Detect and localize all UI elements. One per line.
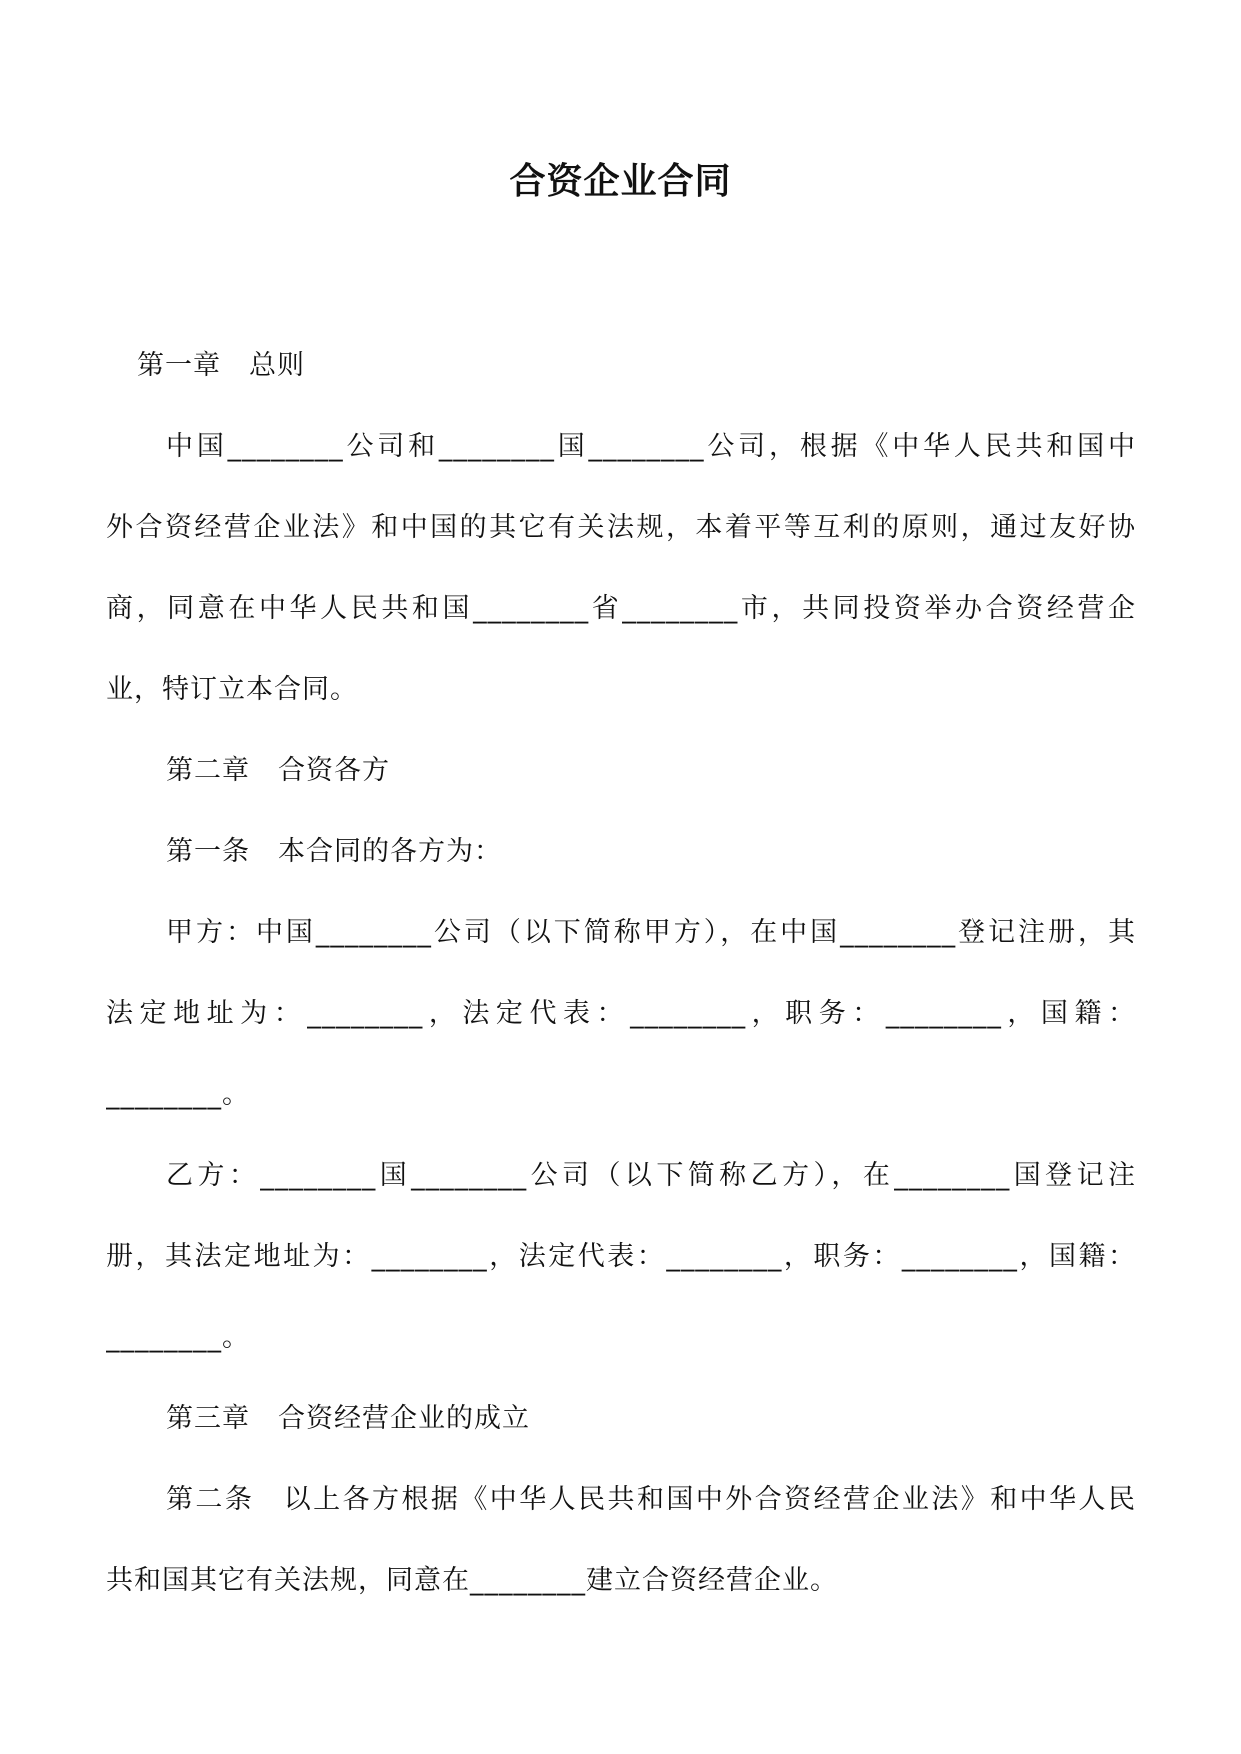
party-a-line: 法定地址为：________，法定代表：________，职务：________，国籍： [106,998,1136,1029]
paragraph-line: 中国________公司和________国________公司，根据《中华人民共和国中 [166,431,1136,462]
party-a-line: ________。 [106,1079,250,1110]
party-b-line: 册，其法定地址为：________，法定代表：________，职务：________，国籍： [106,1241,1136,1272]
article-2-line: 第二条 以上各方根据《中华人民共和国中外合资经营企业法》和中华人民 [166,1484,1136,1515]
chapter-2-heading: 第二章 合资各方 [166,755,390,786]
paragraph-line: 外合资经营企业法》和中国的其它有关法规，本着平等互利的原则，通过友好协 [106,512,1136,543]
party-b-line: ________。 [106,1322,250,1353]
article-1-heading: 第一条 本合同的各方为： [166,836,502,867]
paragraph-line: 商，同意在中华人民共和国________省________市，共同投资举办合资经营企 [106,593,1136,624]
chapter-3-heading: 第三章 合资经营企业的成立 [166,1403,530,1434]
document-title: 合资企业合同 [509,161,732,202]
party-b-line: 乙方：________国________公司（以下简称乙方），在________国登记注 [166,1160,1136,1191]
paragraph-line: 业，特订立本合同。 [106,674,358,705]
chapter-1-heading: 第一章 总则 [137,350,305,381]
party-a-line: 甲方：中国________公司（以下简称甲方），在中国________登记注册，其 [166,917,1136,948]
article-2-line: 共和国其它有关法规，同意在________建立合资经营企业。 [106,1565,838,1596]
